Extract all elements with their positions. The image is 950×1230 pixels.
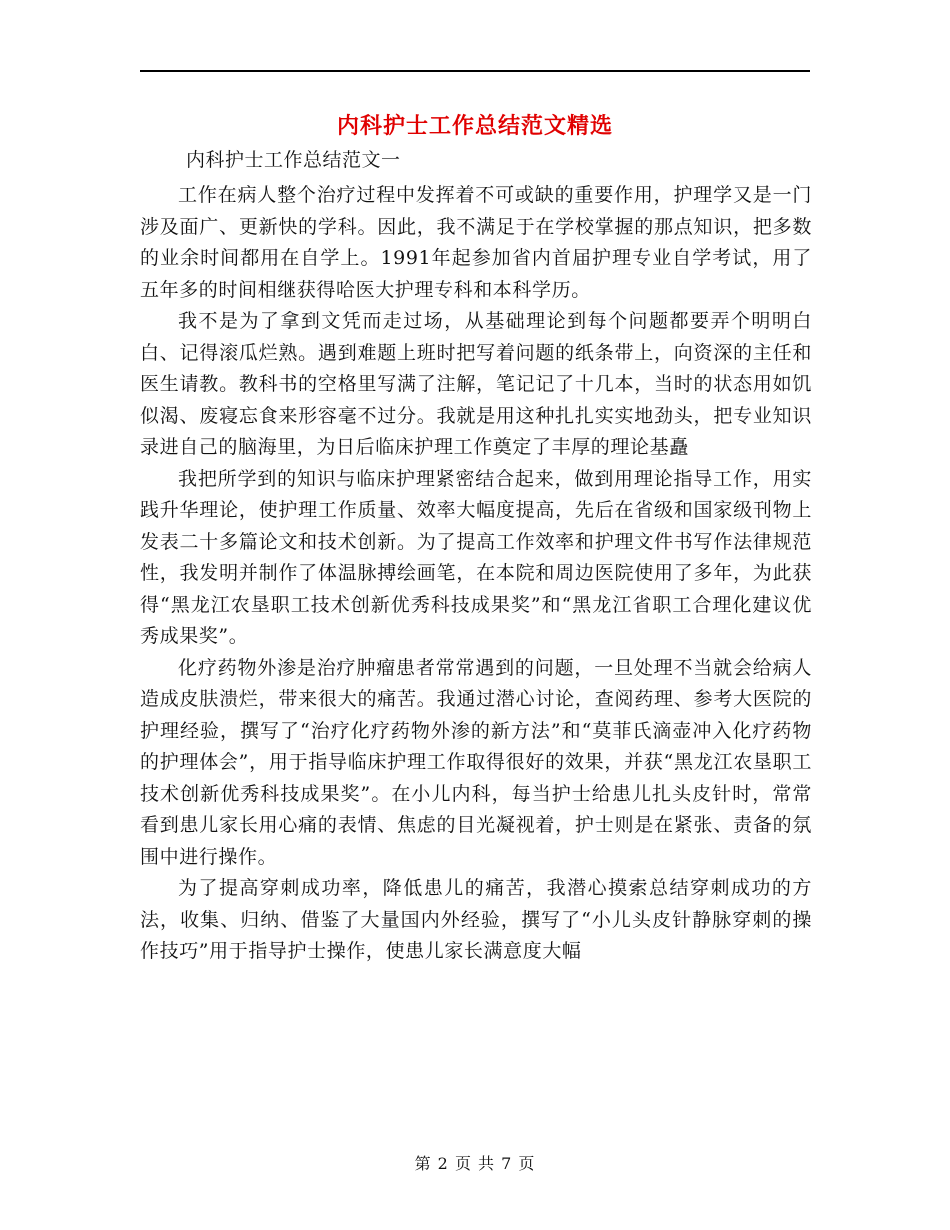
paragraph: 化疗药物外渗是治疗肿瘤患者常常遇到的问题，一旦处理不当就会给病人造成皮肤溃烂，带来很大的痛苦。我通过潜心讨论，查阅药理、参考大医院的护理经验，撰写了“治疗化疗药物外渗的新方法”和“莫菲氏滴壶冲入化疗药物的护理体会”，用于指导临床护理工作取得很好的效果，并获“黑龙江农垦职工技术创新优秀科技成果奖”。在小儿内科，每当护士给患儿扎头皮针时，常常看到患儿家长用心痛的表情、焦虑的目光凝视着，护士则是在紧张、责备的氛围中进行操作。 [140,656,812,868]
paragraph: 工作在病人整个治疗过程中发挥着不可或缺的重要作用，护理学又是一门涉及面广、更新快的学科。因此，我不满足于在学校掌握的那点知识，把多数的业余时间都用在自学上。1991年起参加省内首届护理专业自学考试，用了五年多的时间相继获得哈医大护理专科和本科学历。 [140,184,812,301]
paragraph: 我不是为了拿到文凭而走过场，从基础理论到每个问题都要弄个明明白白、记得滚瓜烂熟。遇到难题上班时把写着问题的纸条带上，向资深的主任和医生请教。教科书的空格里写满了注解，笔记记了十几本，当时的状态用如饥似渴、废寝忘食来形容毫不过分。我就是用这种扎扎实实地劲头，把专业知识录进自己的脑海里，为日后临床护理工作奠定了丰厚的理论基矗 [140,310,812,458]
paragraph: 为了提高穿刺成功率，降低患儿的痛苦，我潜心摸索总结穿刺成功的方法，收集、归纳、借鉴了大量国内外经验，撰写了“小儿头皮针静脉穿刺的操作技巧”用于指导护士操作，使患儿家长满意度大幅 [140,877,812,962]
page-number-footer: 第 2 页 共 7 页 [414,1154,536,1173]
document-title: 内科护士工作总结范文精选 [336,113,613,139]
section-subtitle: 内科护士工作总结范文一 [186,149,401,171]
document-body [140,180,812,968]
paragraph: 我把所学到的知识与临床护理紧密结合起来，做到用理论指导工作，用实践升华理论，使护理工作质量、效率大幅度提高，先后在省级和国家级刊物上发表二十多篇论文和技术创新。为了提高工作效率和护理文件书写作法律规范性，我发明并制作了体温脉搏绘画笔，在本院和周边医院使用了多年，为此获得“黑龙江农垦职工技术创新优秀科技成果奖”和“黑龙江省职工合理化建议优秀成果奖”。 [140,467,812,647]
header-rule [140,70,810,72]
